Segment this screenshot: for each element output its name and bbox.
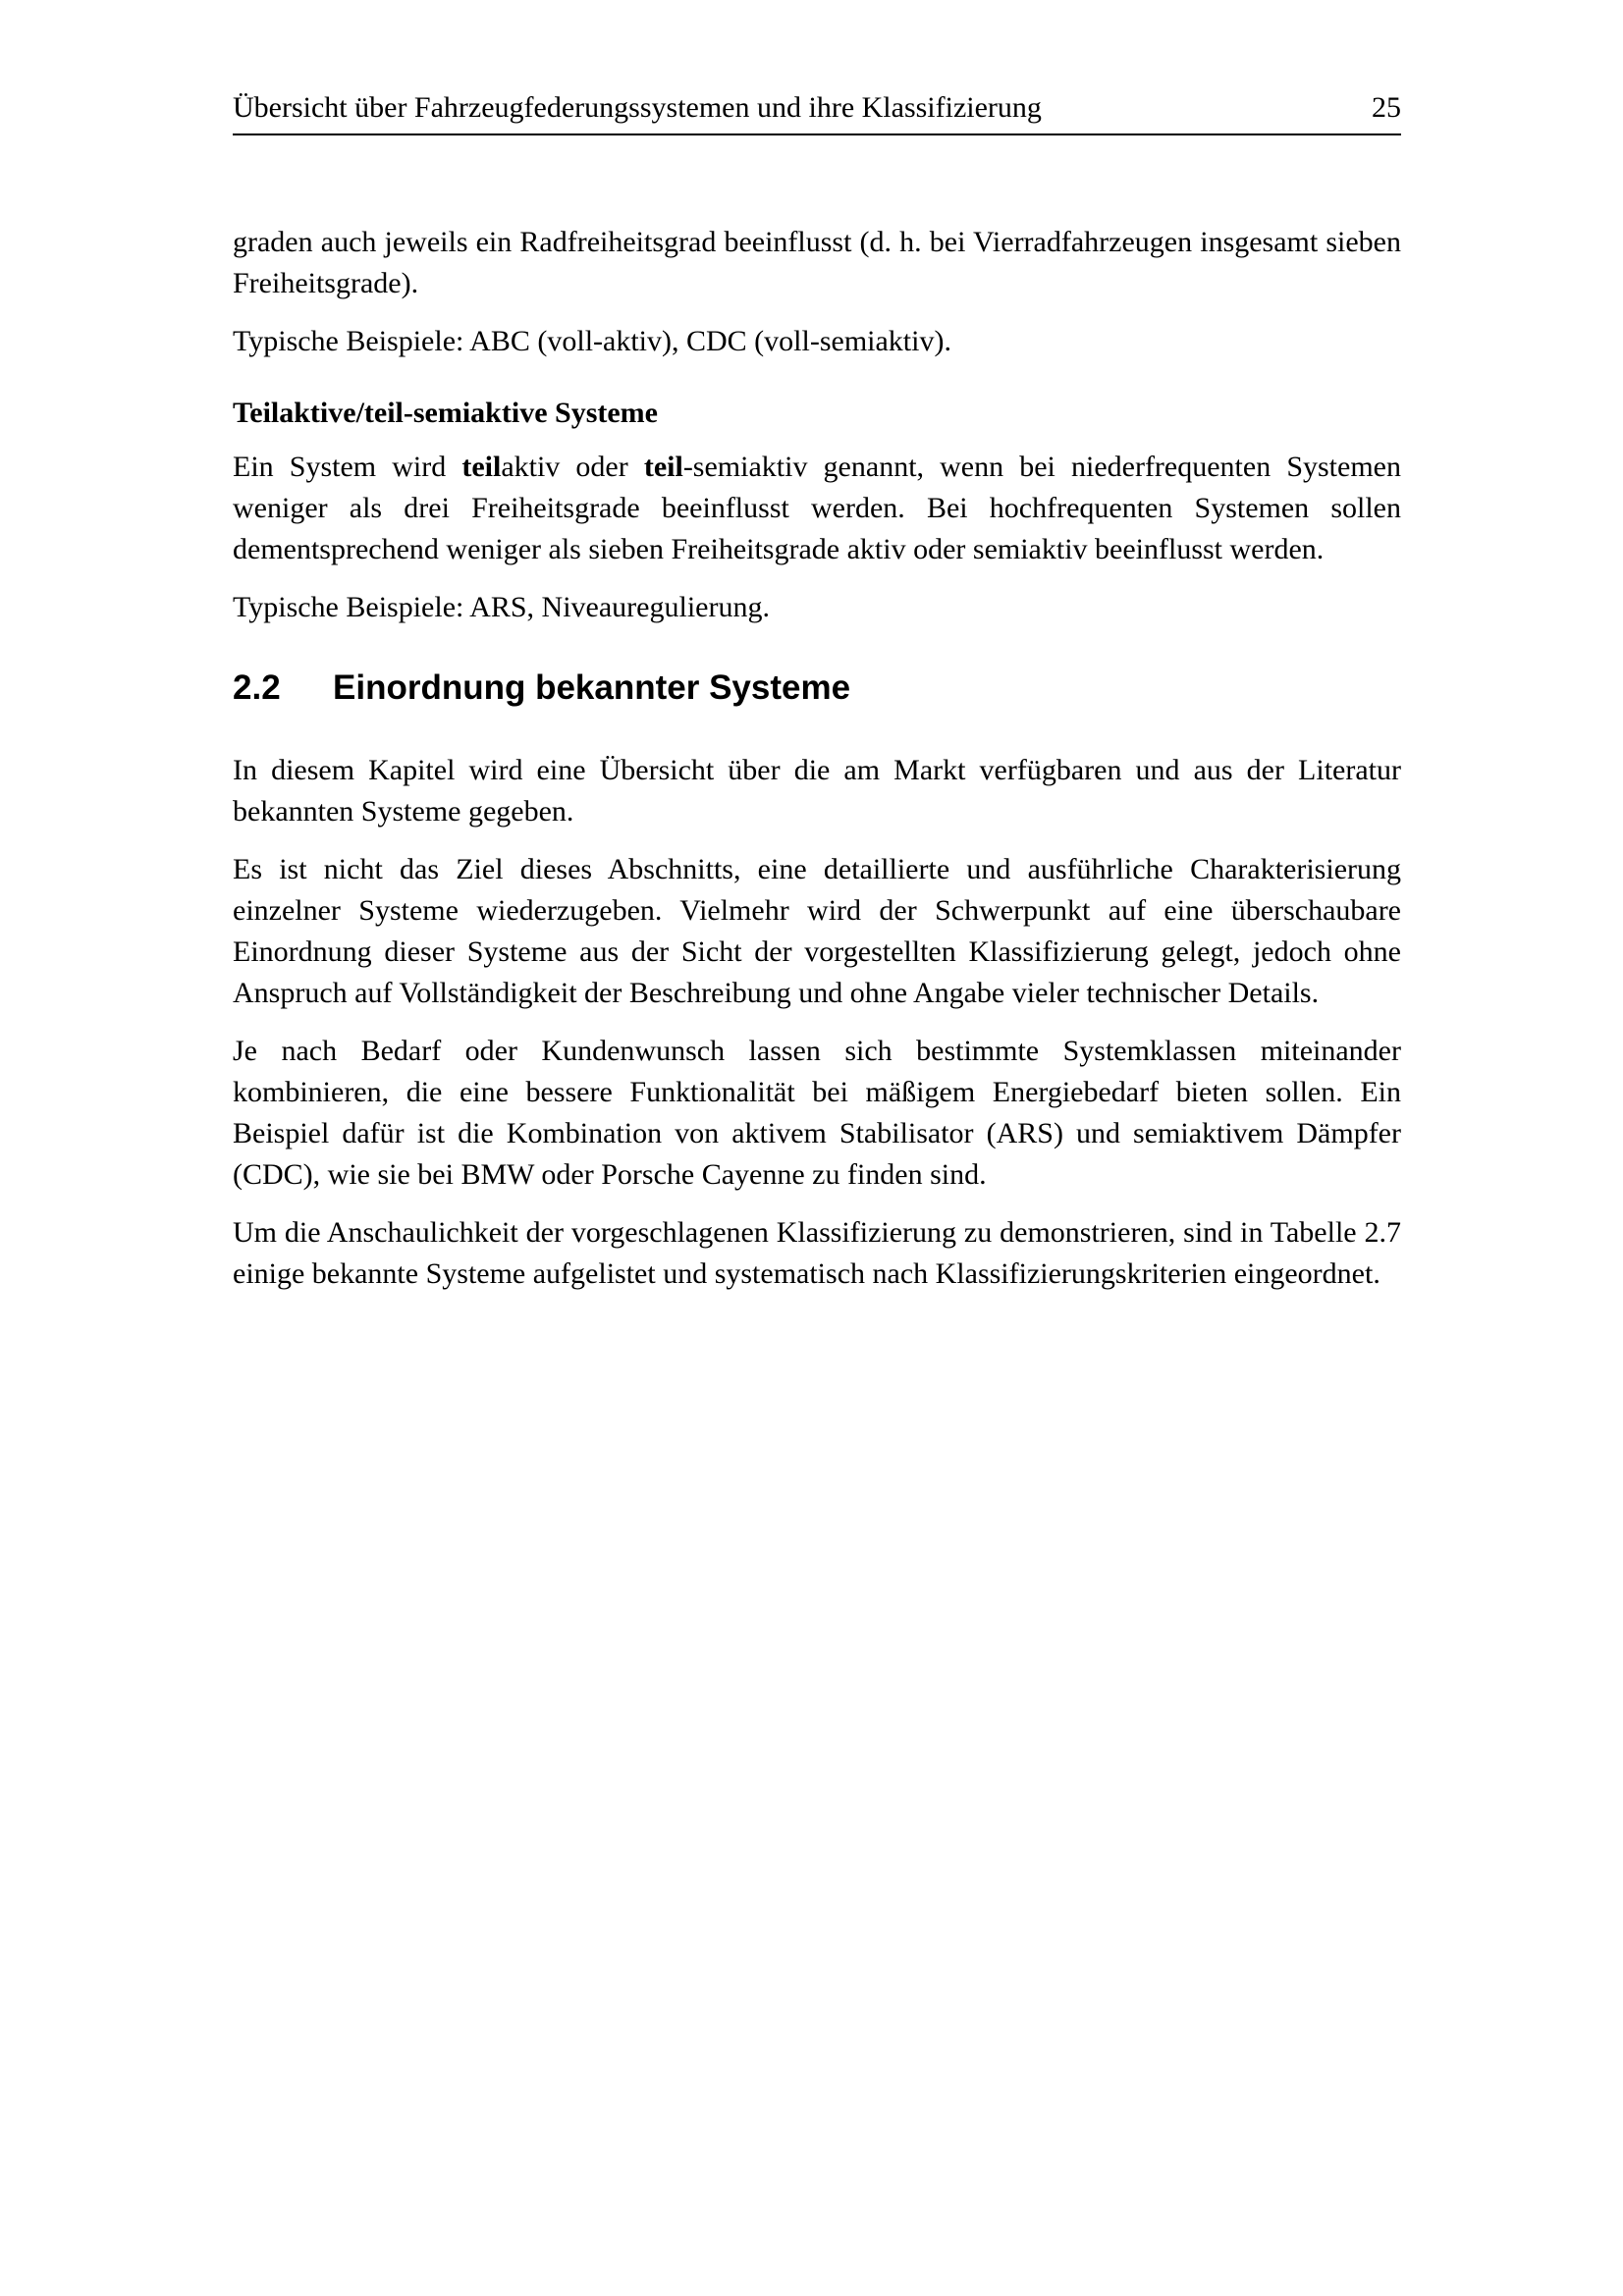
document-page	[233, 0, 1401, 2296]
paragraph-overview: In diesem Kapitel wird eine Übersicht über die am Markt verfügbaren und aus der Literatur bekannten Systeme gegeben.	[233, 754, 1401, 828]
bold-term-teil: teil	[643, 451, 683, 483]
bold-term-teil: teil	[461, 451, 502, 483]
paragraph-combination: Je nach Bedarf oder Kundenwunsch lassen sich bestimmte Systemklassen miteinander kombinieren, die eine bessere Funktionalität bei mäßigem Energiebedarf bieten sollen. Ein Beispiel dafür ist die Kombination von aktivem Stabilisator (ARS) und semiaktivem Dämpfer (CDC), wie sie bei BMW oder Porsche Cayenne zu finden sind.	[233, 1035, 1401, 1191]
paragraph-continuation: graden auch jeweils ein Radfreiheitsgrad beeinflusst (d. h. bei Vierradfahrzeugen insgesamt sieben Freiheitsgrade).	[233, 226, 1401, 299]
section-title: Einordnung bekannter Systeme	[333, 668, 851, 707]
text-run: aktiv oder	[501, 451, 644, 483]
running-title: Übersicht über Fahrzeugfederungssystemen und ihre Klassifizierung	[233, 91, 1042, 124]
paragraph-goal: Es ist nicht das Ziel dieses Abschnitts, eine detaillierte und ausführliche Charakterisierung einzelner Systeme wiederzugeben. Vielmehr wird der Schwerpunkt auf eine überschaubare Einordnung dieser Systeme aus der Sicht der vorgestellten Klassifizierung gelegt, jedoch ohne Anspruch auf Vollständigkeit der Beschreibung und ohne Angabe vieler technischer Details.	[233, 853, 1401, 1009]
text-run: Ein System wird	[233, 451, 462, 483]
page-content	[233, 222, 1401, 1295]
paragraph-teilaktiv-definition	[233, 447, 1401, 570]
page-number: 25	[1372, 91, 1401, 124]
running-header	[233, 86, 1401, 135]
section-number: 2.2	[233, 668, 281, 707]
subheading-teilaktive-systeme: Teilaktive/teil-semiaktive Systeme	[233, 397, 658, 429]
text-run: -semiaktiv genannt, wenn bei niederfrequenten Systemen weniger als drei Freiheitsgrade beeinflusst werden. Bei hochfrequenten Systemen sollen dementsprechend weniger als sieben Freiheitsgrade aktiv oder semiaktiv beeinflusst werden.	[233, 451, 1401, 565]
paragraph-table-reference: Um die Anschaulichkeit der vorgeschlagenen Klassifizierung zu demonstrieren, sind in Tabelle 2.7 einige bekannte Systeme aufgelistet und systematisch nach Klassifizierungskriterien eingeordnet.	[233, 1216, 1401, 1290]
section-heading	[233, 667, 1401, 709]
paragraph-examples-full: Typische Beispiele: ABC (voll-aktiv), CDC (voll-semiaktiv).	[233, 325, 951, 357]
paragraph-examples-teil: Typische Beispiele: ARS, Niveauregulierung.	[233, 591, 770, 623]
